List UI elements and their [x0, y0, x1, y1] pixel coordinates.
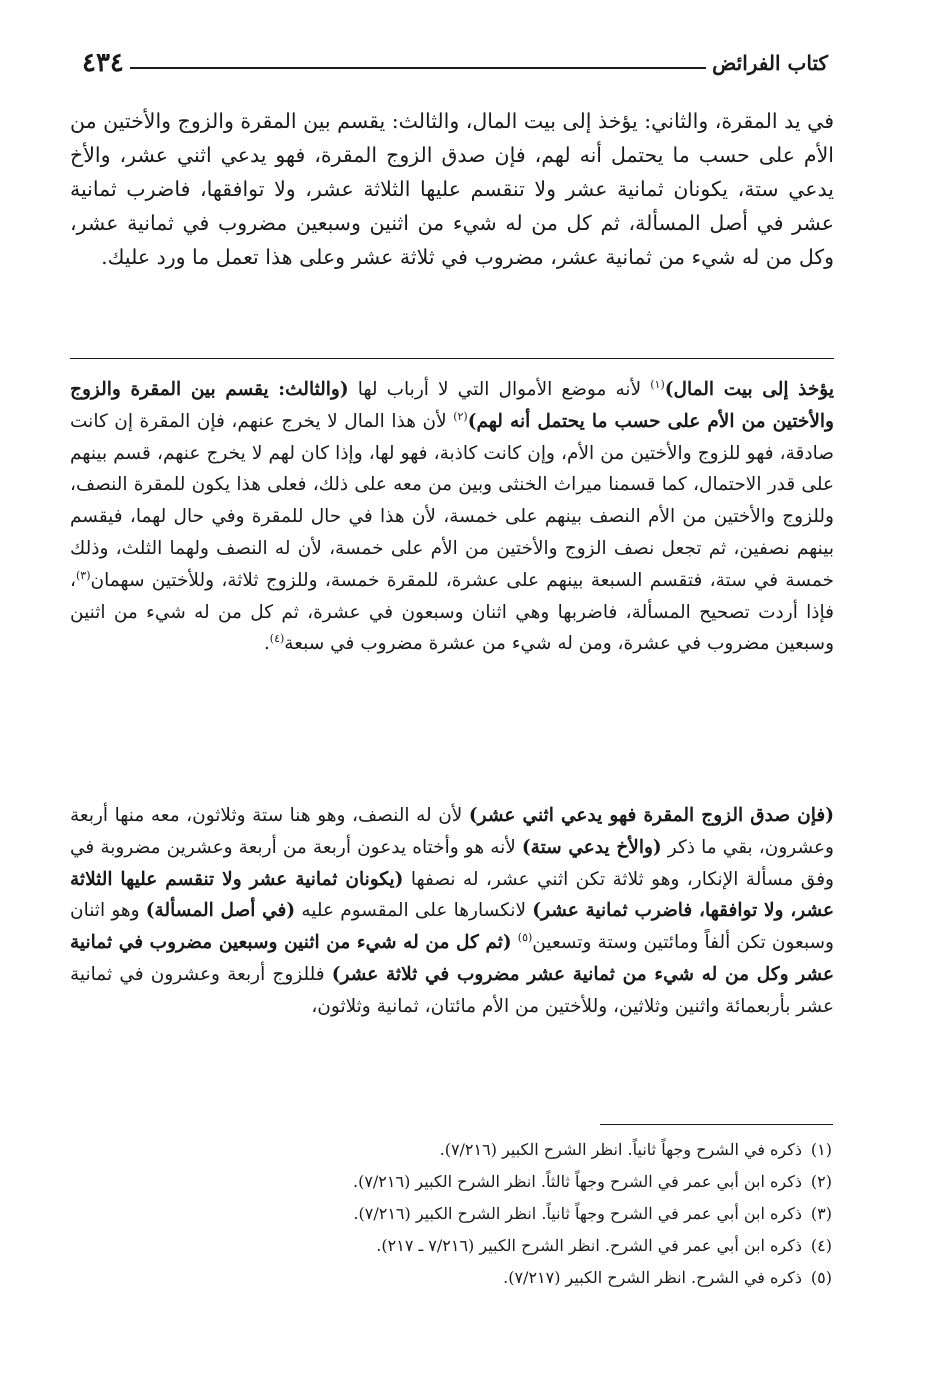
section-divider: [70, 358, 834, 359]
book-title: كتاب الفرائض: [712, 51, 828, 75]
footnotes: [132, 1134, 832, 1294]
footnote-number: (١): [810, 1140, 832, 1159]
footnote-text: ذكره ابن أبي عمر في الشرح. انظر الشرح الكبير (٧/٢١٦ ـ ٢١٧).: [376, 1236, 802, 1255]
footnote-number: (٢): [810, 1172, 832, 1191]
footnote-ref[interactable]: (٥): [517, 931, 533, 945]
footnote-item: [132, 1134, 832, 1166]
sharh-quote: (يكونان ثمانية عشر ولا تنقسم عليها الثلاثة عشر، ولا توافقها، فاضرب ثمانية عشر): [70, 868, 834, 922]
footnote-ref[interactable]: (٢): [453, 409, 468, 423]
sharh-text: فللزوج أربعة وعشرون في ثمانية عشر بأربعمائة واثنين وثلاثين، وللأختين من الأم مائتان، ثمانية وثلاثون،: [70, 963, 834, 1017]
footnote-ref[interactable]: (١): [650, 377, 665, 391]
footnote-number: (٥): [810, 1268, 832, 1287]
sharh-text: لأن هذا المال لا يخرج عنهم، فإن المقرة إن كانت صادقة، فهو للزوج والأختين من الأم، وإن كانت كاذبة، فهو لها، وإذا كان لهم لا يخرج عنهم، قسم بينهم على قدر الاحتمال، كما قسمنا ميراث الخنثى وبين من معه على ذلك، فعلى هذا يكون للمقرة النصف، وللزوج والأختين من الأم النصف بينهم على خمسة، لأن هذا في حال للمقرة وفي حال لهما، فيقسم بينهم نصفين، ثم تجعل نصف الزوج والأختين من الأم على خمسة، لأن له النصف ولهما الثلث، وذلك خمسة في ستة، فتقسم السبعة بينهم على عشرة، للمقرة خمسة، وللزوج ثلاثة، وللأختين سهمان: [70, 410, 834, 591]
sharh-paragraph-2: [70, 800, 834, 1023]
page-number: ٤٣٤: [82, 48, 124, 78]
sharh-quote: (والثالث: يقسم بين المقرة والزوج والأختين من الأم على حسب ما يحتمل أنه لهم): [70, 379, 834, 432]
sharh-text: وهو اثنان وسبعون تكن ألفاً ومائتين وستة وتسعين: [70, 900, 834, 954]
footnote-text: ذكره في الشرح وجهاً ثانياً. انظر الشرح الكبير (٧/٢١٦).: [439, 1140, 802, 1159]
sharh-quote: (في أصل المسألة): [145, 900, 296, 922]
footnote-item: [132, 1262, 832, 1294]
sharh-text: لانكسارها على المقسوم عليه: [295, 900, 533, 922]
sharh-text: لأن له النصف، وهو هنا ستة وثلاثون، معه منها أربعة وعشرون، بقي ما ذكر: [70, 805, 834, 858]
sharh-paragraph-1: [70, 374, 834, 660]
sharh-text: ، فإذا أردت تصحيح المسألة، فاضربها وهي اثنان وسبعون في عشرة، ثم كل من له شيء من اثنين وسبعين مضروب في عشرة، ومن له شيء من عشرة مضروب في سبعة: [70, 569, 834, 655]
sharh-quote: (والأخ يدعي ستة): [521, 836, 662, 858]
footnote-rule: [600, 1124, 833, 1125]
footnote-text: ذكره ابن أبي عمر في الشرح وجهاً ثانياً. انظر الشرح الكبير (٧/٢١٦).: [353, 1204, 802, 1223]
header-rule: [130, 67, 706, 69]
sharh-text: .: [263, 633, 270, 655]
footnote-ref[interactable]: (٤): [269, 632, 285, 646]
running-header: [72, 38, 832, 78]
sharh-quote: (فإن صدق الزوج المقرة فهو يدعي اثني عشر): [468, 805, 834, 826]
sharh-text: لأنه هو وأختاه يدعون أربعة من أربعة وعشرين مضروبة في وفق مسألة الإنكار، وهو ثلاثة تكن اثني عشر، له نصفها: [70, 836, 834, 890]
footnote-item: [132, 1198, 832, 1230]
footnote-item: [132, 1166, 832, 1198]
sharh-quote: (ثم كل من له شيء من اثنين وسبعين مضروب في ثمانية عشر وكل من له شيء من ثمانية عشر مضروب في ثلاثة عشر): [70, 932, 835, 985]
footnote-number: (٣): [810, 1204, 832, 1223]
footnote-number: (٤): [810, 1236, 832, 1255]
footnote-text: ذكره في الشرح. انظر الشرح الكبير (٧/٢١٧).: [503, 1268, 802, 1287]
matn-text: في يد المقرة، والثاني: يؤخذ إلى بيت المال، والثالث: يقسم بين المقرة والزوج والأختين من الأم على حسب ما يحتمل أنه لهم، فإن صدق الزوج المقرة، فهو يدعي اثني عشر، والأخ يدعي ستة، يكونان ثمانية عشر ولا تنقسم عليها الثلاثة عشر، ولا توافقها، فاضرب ثمانية عشر في أصل المسألة، ثم كل من له شيء من اثنين وسبعين مضروب في ثمانية عشر، وكل من له شيء من ثمانية عشر، مضروب في ثلاثة عشر وعلى هذا تعمل ما ورد عليك.: [70, 109, 834, 269]
sharh-text: لأنه موضع الأموال التي لا أرباب لها: [348, 379, 651, 400]
footnote-text: ذكره ابن أبي عمر في الشرح وجهاً ثالثاً. انظر الشرح الكبير (٧/٢١٦).: [352, 1172, 802, 1191]
footnote-ref[interactable]: (٣): [75, 568, 91, 582]
sharh-quote: يؤخذ إلى بيت المال): [664, 379, 834, 400]
footnote-item: [132, 1230, 832, 1262]
